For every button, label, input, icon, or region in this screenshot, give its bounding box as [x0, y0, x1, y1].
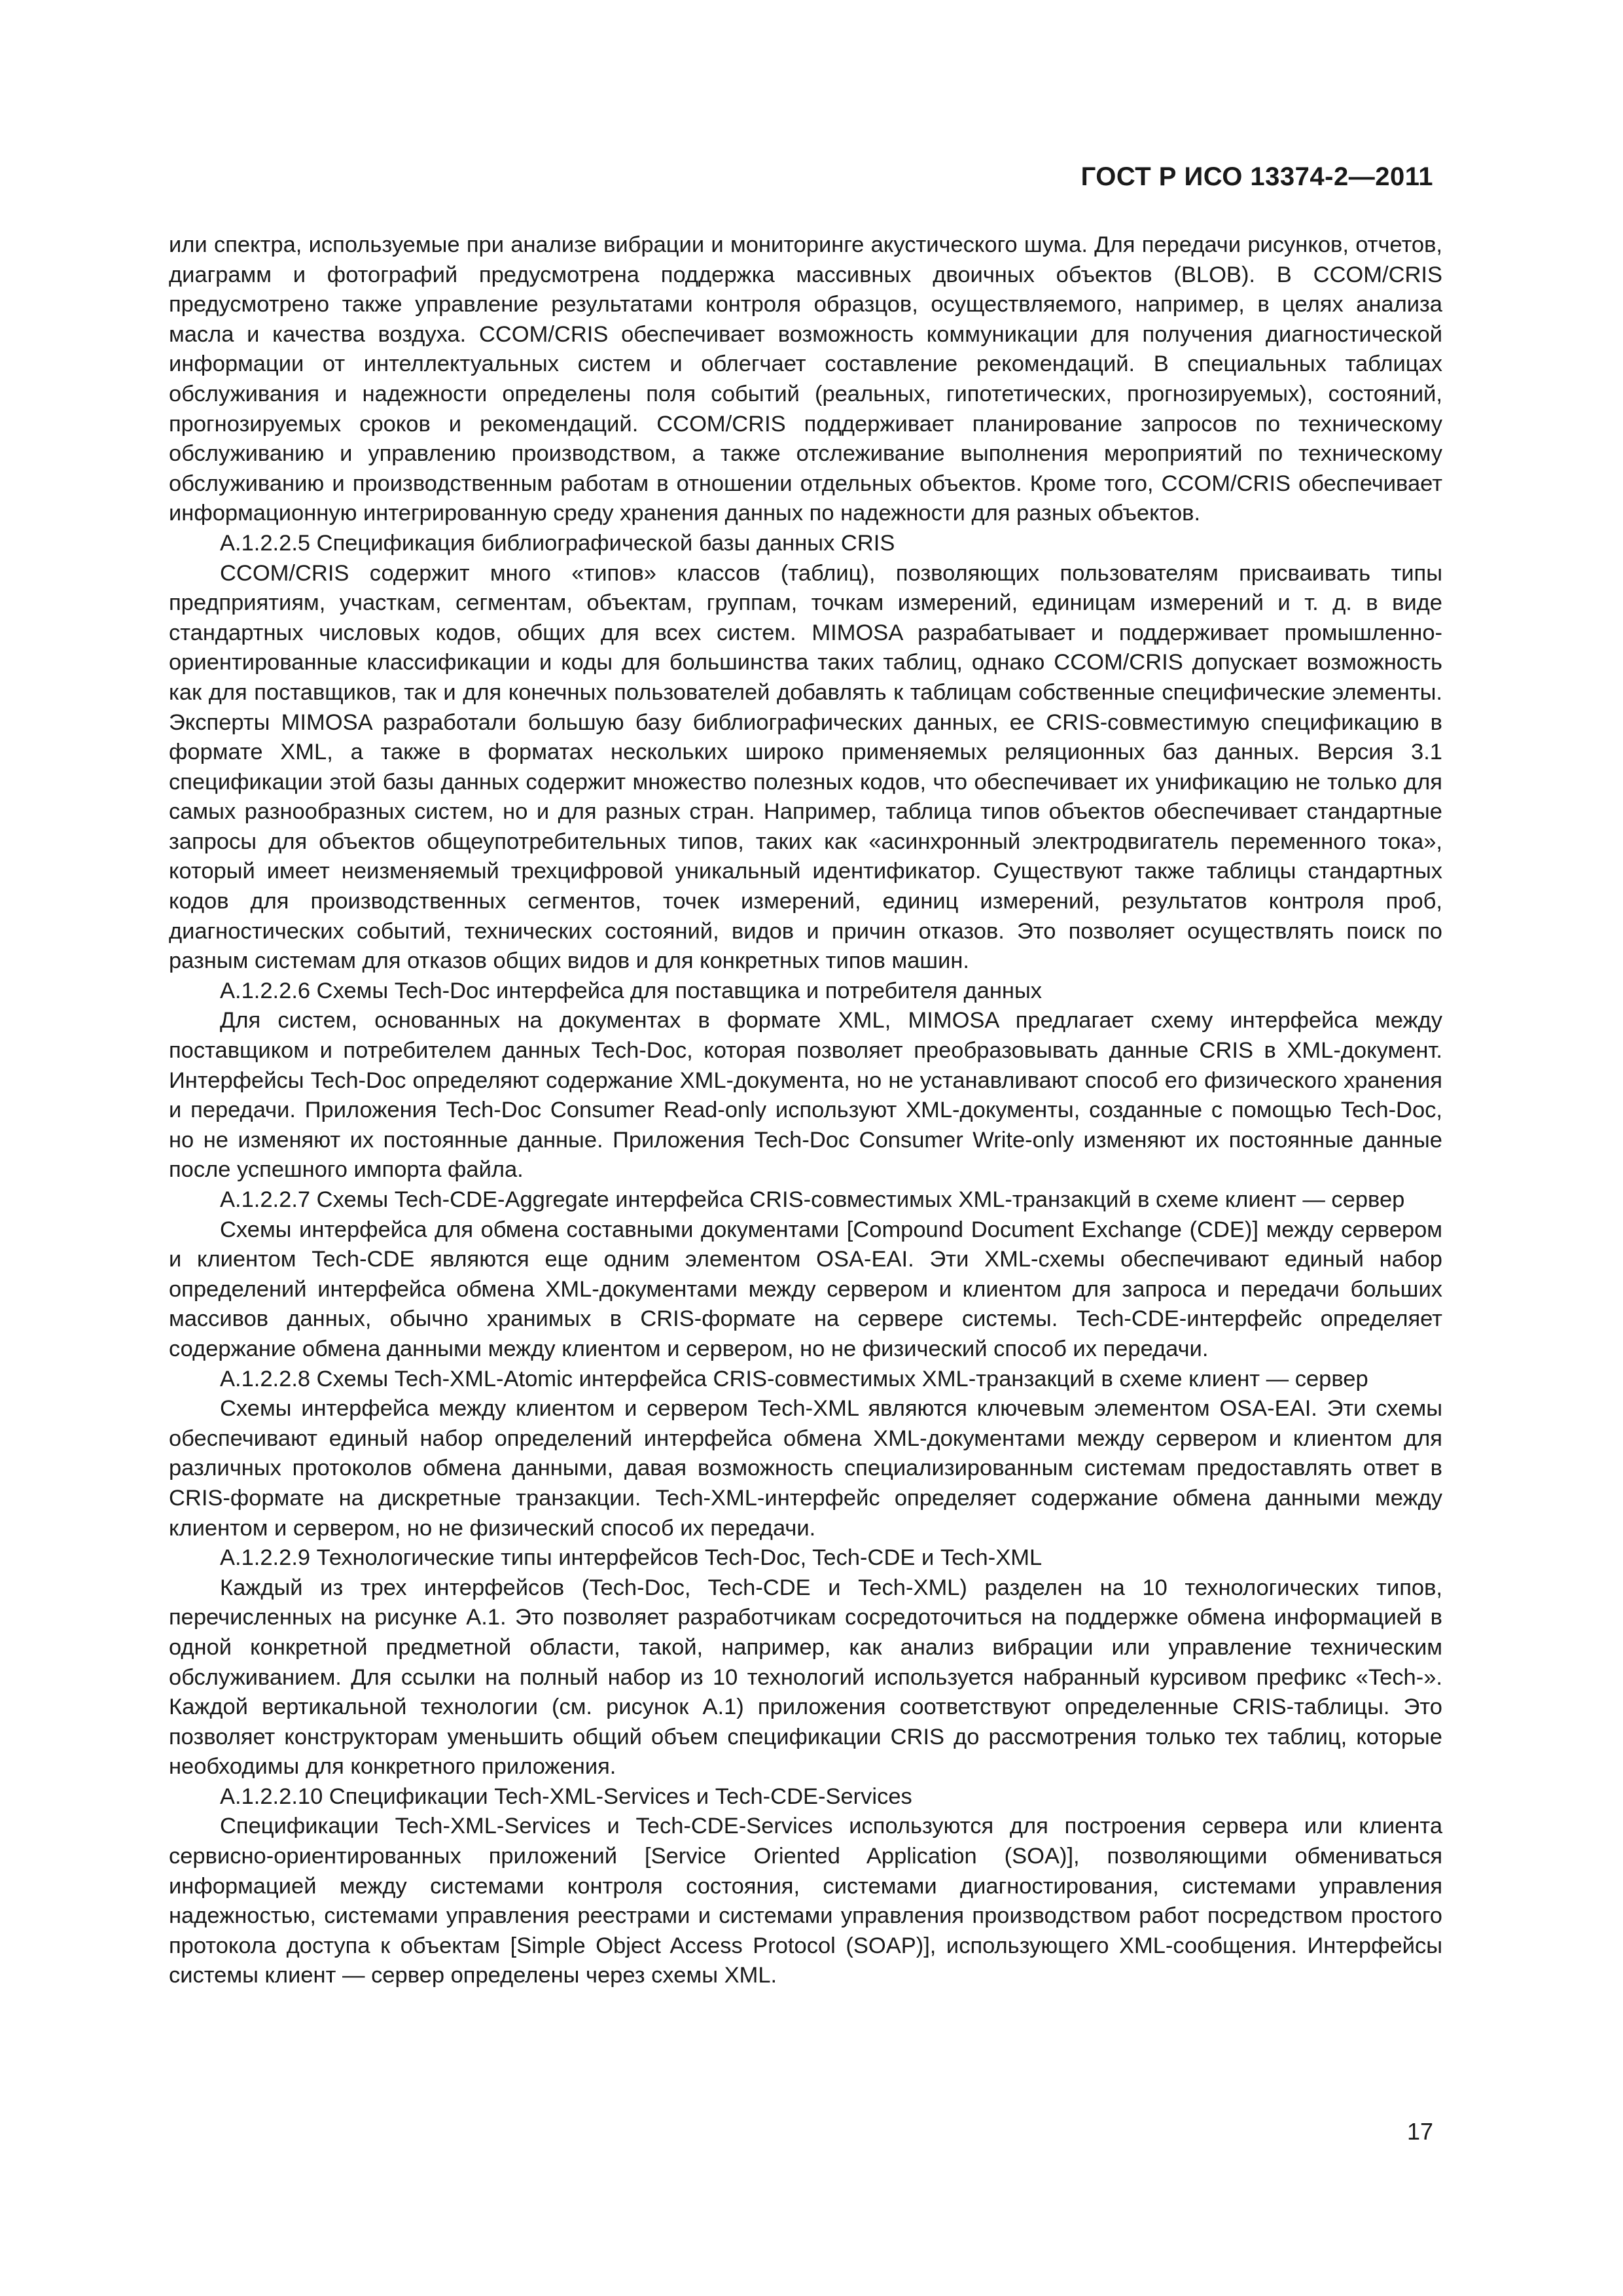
- paragraph-tech-types: Каждый из трех интерфейсов (Tech-Doc, Tech-CDE и Tech-XML) разделен на 10 технологических типов, перечисленных на рисунке А.1. Это позволяет разработчикам сосредоточиться на поддержке обмена информацией в одной конкретной предметной области, такой, например, как анализ вибрации или управление техническим обслуживанием. Для ссылки на полный набор из 10 технологий используется набранный курсивом префикс «Tech-». Каждой вертикальной технологии (см. рисунок А.1) приложения соответствуют определенные CRIS-таблицы. Это позволяет конструкторам уменьшить общий объем спецификации CRIS до рассмотрения только тех таблиц, которые необходимы для конкретного приложения.: [169, 1575, 1442, 1780]
- section-heading-a12229: А.1.2.2.9 Технологические типы интерфейсов Tech-Doc, Tech-CDE и Tech-XML: [220, 1545, 1043, 1571]
- section-heading-a12228: А.1.2.2.8 Схемы Tech-XML-Atomic интерфейса CRIS-совместимых XML-транзакций в схеме клиент — сервер: [220, 1366, 1368, 1391]
- paragraph-tech-doc: Для систем, основанных на документах в формате XML, MIMOSA предлагает схему интерфейса между поставщиком и потребителем данных Tech-Doc, которая позволяет преобразовывать данные CRIS в XML-документ. Интерфейсы Tech-Doc определяют содержание XML-документа, но не устанавливают способ его физического хранения и передачи. Приложения Tech-Doc Consumer Read-only используют XML-документы, созданные с помощью Tech-Doc, но не изменяют их постоянные данные. Приложения Tech-Doc Consumer Write-only изменяют их постоянные данные после успешного импорта файла.: [169, 1008, 1442, 1183]
- document-standard-number: ГОСТ Р ИСО 13374-2—2011: [1080, 162, 1433, 191]
- document-body: [169, 230, 1442, 1991]
- section-heading-a12226: А.1.2.2.6 Схемы Tech-Doc интерфейса для поставщика и потребителя данных: [220, 978, 1042, 1003]
- section-heading-a12227: А.1.2.2.7 Схемы Tech-CDE-Aggregate интерфейса CRIS-совместимых XML-транзакций в схеме клиент — сервер: [220, 1187, 1405, 1212]
- paragraph-tech-cde: Схемы интерфейса для обмена составными документами [Compound Document Exchange (CDE)] между сервером и клиентом Tech-CDE являются еще одним элементом OSA-EAI. Эти XML-схемы обеспечивают единый набор определений интерфейса обмена XML-документами между сервером и клиентом для запроса и передачи больших массивов данных, обычно хранимых в CRIS-формате на сервере системы. Tech-CDE-интерфейс определяет содержание обмена данными между клиентом и сервером, но не физический способ их передачи.: [169, 1217, 1442, 1361]
- paragraph-tech-services: Спецификации Tech-XML-Services и Tech-CDE-Services используются для построения сервера или клиента сервисно-ориентированных приложений [Service Oriented Application (SOA)], позволяющими обмениваться информацией между системами контроля состояния, системами диагностирования, системами управления надежностью, системами управления реестрами и системами управления производством работ посредством простого протокола доступа к объектам [Simple Object Access Protocol (SOAP)], использующего XML-сообщения. Интерфейсы системы клиент — сервер определены через схемы XML.: [169, 1814, 1442, 1988]
- paragraph-tech-xml: Схемы интерфейса между клиентом и сервером Tech-XML являются ключевым элементом OSA-EAI. Эти схемы обеспечивают единый набор определений интерфейса обмена XML-документами между сервером и клиентом для различных протоколов обмена данными, давая возможность специализированным системам предоставлять ответ в CRIS-формате на дискретные транзакции. Tech-XML-интерфейс определяет содержание обмена данными между клиентом и сервером, но не физический способ их передачи.: [169, 1396, 1442, 1541]
- section-heading-a122210: А.1.2.2.10 Спецификации Tech-XML-Services и Tech-CDE-Services: [220, 1784, 912, 1809]
- section-heading-a12225: А.1.2.2.5 Спецификация библиографической базы данных CRIS: [220, 530, 895, 556]
- paragraph-continuation: или спектра, используемые при анализе вибрации и мониторинге акустического шума. Для передачи рисунков, отчетов, диаграмм и фотографий предусмотрена поддержка массивных двоичных объектов (BLOB). В CCOM/CRIS предусмотрено также управление результатами контроля образцов, осуществляемого, например, в целях анализа масла и качества воздуха. CCOM/CRIS обеспечивает возможность коммуникации для получения диагностической информации от интеллектуальных систем и облегчает составление рекомендаций. В специальных таблицах обслуживания и надежности определены поля событий (реальных, гипотетических, прогнозируемых), состояний, прогнозируемых сроков и рекомендаций. CCOM/CRIS поддерживает планирование запросов по техническому обслуживанию и управлению производством, а также отслеживание выполнения мероприятий по техническому обслуживанию и производственным работам в отношении отдельных объектов. Кроме того, CCOM/CRIS обеспечивает информационную интегрированную среду хранения данных по надежности для разных объектов.: [169, 232, 1442, 526]
- paragraph-cris-bibliographic: CCOM/CRIS содержит много «типов» классов (таблиц), позволяющих пользователям присваивать типы предприятиям, участкам, сегментам, объектам, группам, точкам измерений, единицам измерений и т. д. в виде стандартных числовых кодов, общих для всех систем. MIMOSA разрабатывает и поддерживает промышленно-ориентированные классификации и коды для большинства таких таблиц, однако CCOM/CRIS допускает возможность как для поставщиков, так и для конечных пользователей добавлять к таблицам собственные специфические элементы. Эксперты MIMOSA разработали большую базу библиографических данных, ее CRIS-совместимую спецификацию в формате XML, а также в форматах нескольких широко применяемых реляционных баз данных. Версия 3.1 спецификации этой базы данных содержит множество полезных кодов, что обеспечивает их унификацию не только для самых разнообразных систем, но и для разных стран. Например, таблица типов объектов обеспечивает стандартные запросы для объектов общеупотребительных типов, таких как «асинхронный электродвигатель переменного тока», который имеет неизменяемый трехцифровой уникальный идентификатор. Существуют также таблицы стандартных кодов для производственных сегментов, точек измерений, единиц измерений, результатов контроля проб, диагностических событий, технических состояний, видов и причин отказов. Это позволяет осуществлять поиск по разным системам для отказов общих видов и для конкретных типов машин.: [169, 560, 1442, 974]
- page-number: 17: [1406, 2118, 1433, 2145]
